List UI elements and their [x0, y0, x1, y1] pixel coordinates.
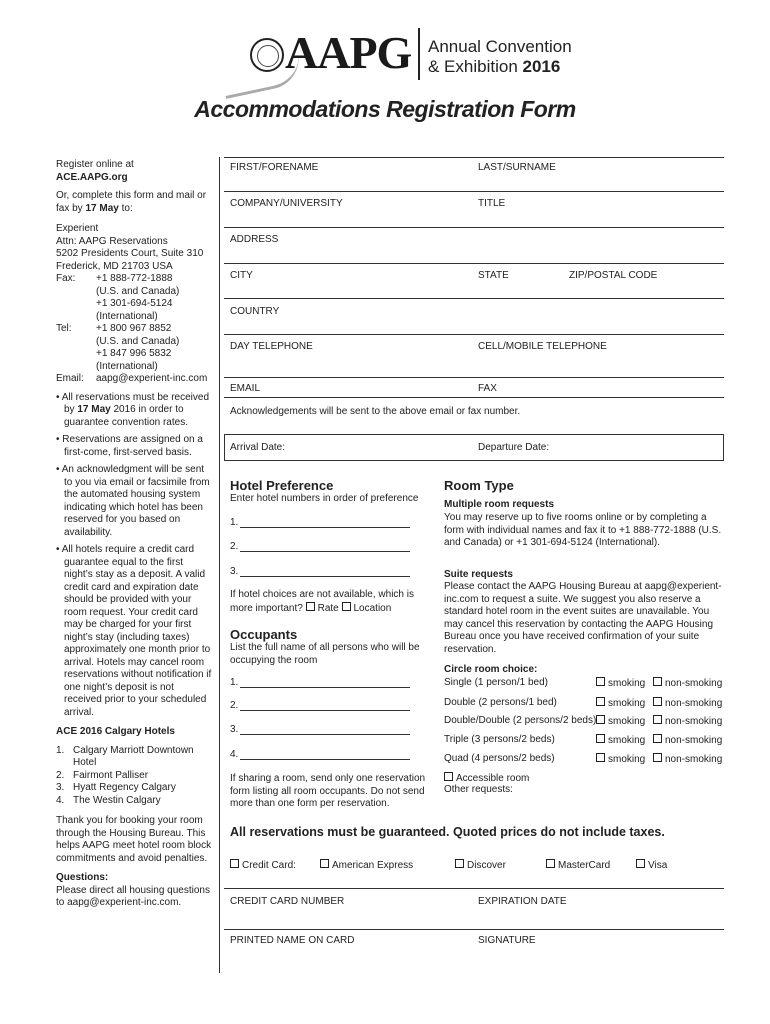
occupants-title: Occupants [230, 627, 298, 642]
cell-phone-label: CELL/MOBILE TELEPHONE [478, 341, 607, 352]
email-block: Email: aapg@experient-inc.com [56, 373, 208, 384]
checkbox-icon [306, 602, 315, 611]
smoking-checkbox[interactable]: smoking [596, 753, 645, 767]
suite-requests-text: Please contact the AAPG Housing Bureau at aapg@experient-inc.com to request a suite. We suggest you also reserve a standard hotel room in the event suites are unavailable. You may cancel this reservation by contacting the AAPG Housing Bureau once you have received confirmation of your suite reservation. [444, 581, 722, 655]
room-type-title: Room Type [444, 478, 514, 493]
first-name-field[interactable] [224, 157, 724, 158]
signature-label: SIGNATURE [478, 935, 536, 946]
guarantee-notice: All reservations must be guaranteed. Quoted prices do not include taxes. [230, 825, 665, 839]
address-label: ADDRESS [230, 234, 279, 245]
hotel-item: 4. The Westin Calgary [56, 794, 161, 806]
title-label: TITLE [478, 198, 506, 209]
checkbox-icon [653, 753, 662, 762]
occupant-1[interactable]: 1. [230, 677, 410, 688]
hotels-title: ACE 2016 Calgary Hotels [56, 726, 175, 737]
card-number-label: CREDIT CARD NUMBER [230, 896, 345, 907]
accessible-room-checkbox[interactable]: Accessible room [444, 772, 529, 786]
circle-room-title: Circle room choice: [444, 664, 538, 675]
acknowledgement-note: Acknowledgements will be sent to the above email or fax number. [230, 406, 521, 417]
suite-requests-title: Suite requests [444, 569, 513, 580]
name-field-line[interactable] [224, 191, 724, 192]
checkbox-icon [455, 859, 464, 868]
left-column-instructions [56, 159, 214, 910]
room-option-label: Single (1 person/1 bed) [444, 677, 548, 688]
bullet-deadline: • All reservations must be received by 17 May 2016 in order to guarantee convention rates. [56, 392, 214, 430]
state-label: STATE [478, 270, 509, 281]
room-option-label: Quad (4 persons/2 beds) [444, 753, 555, 764]
questions-text: Please direct all housing questions to aapg@experient-inc.com. [56, 884, 210, 908]
non-smoking-checkbox[interactable]: non-smoking [653, 697, 722, 711]
occupant-4[interactable]: 4. [230, 749, 410, 760]
non-smoking-checkbox[interactable]: non-smoking [653, 753, 722, 767]
smoking-checkbox[interactable]: smoking [596, 677, 645, 691]
online-label: Register online at [56, 159, 134, 170]
tel-block: Tel: +1 800 967 8852 (U.S. and Canada) +1 847 996 5832 (International) [56, 323, 180, 372]
hotel-priority-question: If hotel choices are not available, which is more important? Rate Location [230, 589, 414, 614]
departure-date-field[interactable]: Departure Date: [478, 442, 550, 453]
hotel-choice-2[interactable]: 2. [230, 541, 410, 552]
hotel-preference-subtitle: Enter hotel numbers in order of preference [230, 493, 419, 504]
room-option-label: Double (2 persons/1 bed) [444, 697, 557, 708]
fax-label: FAX [478, 383, 497, 394]
checkbox-icon [444, 772, 453, 781]
mail-instructions: Or, complete this form and mail or fax by 17 May to: [56, 190, 207, 214]
country-label: COUNTRY [230, 306, 280, 317]
first-name-label: FIRST/FORENAME [230, 162, 319, 173]
column-divider [219, 157, 220, 973]
phone-field-line[interactable] [224, 377, 724, 378]
credit-card-checkbox[interactable]: Credit Card: [230, 859, 296, 873]
multiple-rooms-title: Multiple room requests [444, 499, 555, 510]
non-smoking-checkbox[interactable]: non-smoking [653, 677, 722, 691]
non-smoking-checkbox[interactable]: non-smoking [653, 734, 722, 748]
email-label: EMAIL [230, 383, 261, 394]
hotel-item: 1. Calgary Marriott Downtown Hotel [56, 744, 194, 768]
sharing-note: If sharing a room, send only one reservation form listing all room occupants. Do not send more than one form per reservation. [230, 773, 426, 809]
non-smoking-checkbox[interactable]: non-smoking [653, 715, 722, 729]
questions-title: Questions: [56, 872, 109, 883]
location-checkbox[interactable]: Location [342, 603, 392, 614]
city-field-line[interactable] [224, 298, 724, 299]
company-field-line[interactable] [224, 227, 724, 228]
card-number-field[interactable] [224, 929, 724, 930]
hotel-preference-title: Hotel Preference [230, 478, 334, 493]
mastercard-checkbox[interactable]: MasterCard [546, 859, 610, 873]
arrival-date-field[interactable]: Arrival Date: [230, 442, 286, 453]
room-option-label: Double/Double (2 persons/2 beds) [444, 715, 597, 726]
checkbox-icon [320, 859, 329, 868]
convention-line-1: Annual Convention [428, 37, 572, 56]
multiple-rooms-text: You may reserve up to five rooms online or by completing a form with individual names and fax it to +1 888-772-1888 (U.S. and Canada) or +1 301-694-5124 (International). [444, 512, 722, 548]
checkbox-icon [596, 677, 605, 686]
day-phone-label: DAY TELEPHONE [230, 341, 313, 352]
checkbox-icon [636, 859, 645, 868]
printed-name-label: PRINTED NAME ON CARD [230, 935, 355, 946]
checkbox-icon [596, 697, 605, 706]
occupants-subtitle: List the full name of all persons who will be occupying the room [230, 642, 420, 666]
checkbox-icon [230, 859, 239, 868]
country-field-line[interactable] [224, 334, 724, 335]
address-field-line[interactable] [224, 263, 724, 264]
form-title: Accommodations Registration Form [194, 96, 576, 122]
checkbox-icon [596, 753, 605, 762]
bullet-credit-card: • All hotels require a credit card guarantee equal to the first night’s stay as a deposit. A valid credit card and expiration date should be provided with your room request. Your credit card may be charged for your first night’s stay (including taxes) approximately one month prior to arrival. Hotels may cancel room reservations without notification if one night’s deposit is not received prior to your scheduled arrival. [56, 544, 214, 719]
checkbox-icon [653, 697, 662, 706]
discover-checkbox[interactable]: Discover [455, 859, 506, 873]
logo-divider [418, 28, 420, 80]
card-field-line-top [224, 888, 724, 889]
hotel-choice-1[interactable]: 1. [230, 517, 410, 528]
checkbox-icon [596, 734, 605, 743]
visa-checkbox[interactable]: Visa [636, 859, 667, 873]
checkbox-icon [596, 715, 605, 724]
smoking-checkbox[interactable]: smoking [596, 715, 645, 729]
smoking-checkbox[interactable]: smoking [596, 734, 645, 748]
aapg-logo: AAPG [285, 27, 412, 78]
amex-checkbox[interactable]: American Express [320, 859, 413, 873]
expiration-label: EXPIRATION DATE [478, 896, 567, 907]
room-option-label: Triple (3 persons/2 beds) [444, 734, 555, 745]
city-label: CITY [230, 270, 253, 281]
aapg-seal-icon [250, 38, 284, 72]
smoking-checkbox[interactable]: smoking [596, 697, 645, 711]
bullet-acknowledgment: • An acknowledgment will be sent to you via email or facsimile from the automated housing system indicating which hotel has been reserved for you based on availability. [56, 464, 214, 539]
hotel-item: 3. Hyatt Regency Calgary [56, 782, 176, 793]
convention-line-2: & Exhibition 2016 [428, 57, 561, 76]
checkbox-icon [653, 734, 662, 743]
mailing-address: Experient Attn: AAPG Reservations 5202 Presidents Court, Suite 310 Frederick, MD 21703 USA [56, 223, 204, 272]
last-name-label: LAST/SURNAME [478, 162, 556, 173]
dates-box [224, 434, 724, 461]
email-field-line[interactable] [224, 397, 724, 398]
checkbox-icon [653, 677, 662, 686]
occupant-2[interactable]: 2. [230, 700, 410, 711]
online-url[interactable]: ACE.AAPG.org [56, 171, 128, 183]
rate-checkbox[interactable]: Rate [306, 603, 339, 614]
occupant-3[interactable]: 3. [230, 724, 410, 735]
checkbox-icon [342, 602, 351, 611]
checkbox-icon [653, 715, 662, 724]
hotel-list [56, 745, 214, 808]
company-label: COMPANY/UNIVERSITY [230, 198, 343, 209]
thank-you-note: Thank you for booking your room through the Housing Bureau. This helps AAPG meet hotel room block commitments and avoid penalties. [56, 815, 212, 864]
hotel-item: 2. Fairmont Palliser [56, 769, 149, 781]
bullet-first-come: • Reservations are assigned on a first-come, first-served basis. [56, 434, 214, 459]
zip-label: ZIP/POSTAL CODE [569, 270, 658, 281]
checkbox-icon [546, 859, 555, 868]
fax-block: Fax: +1 888-772-1888 (U.S. and Canada) +1 301-694-5124 (International) [56, 273, 180, 322]
other-requests-field[interactable]: Other requests: [444, 784, 513, 795]
hotel-choice-3[interactable]: 3. [230, 566, 410, 577]
